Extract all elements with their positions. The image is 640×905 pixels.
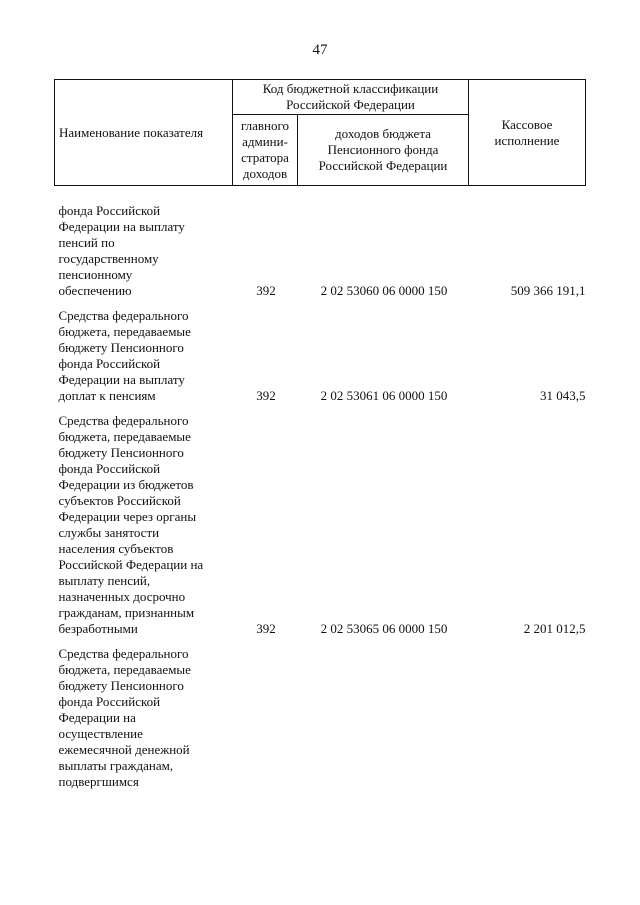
row-indicator-name: фонда Российской Федерации на выплату пенсий по государственному пенсионному обеспечению <box>58 203 185 298</box>
header-indicator-name: Наименование показателя <box>55 80 233 186</box>
header-chief-administrator: главного админи-стратора доходов <box>233 115 298 186</box>
row-revenue-code: 2 02 53060 06 0000 150 <box>320 283 448 298</box>
row-admin-code: 392 <box>256 621 276 636</box>
row-admin-code: 392 <box>256 283 276 298</box>
budget-table <box>54 79 586 794</box>
row-amount: 31 043,5 <box>540 388 586 403</box>
header-cash-execution: Кассовое исполнение <box>469 80 586 186</box>
row-admin-code: 392 <box>256 388 276 403</box>
table-row <box>55 408 586 641</box>
header-fund-revenue: доходов бюджета Пенсионного фонда Российской Федерации <box>298 115 469 186</box>
page-number: 47 <box>312 42 328 58</box>
table-body <box>55 186 586 795</box>
row-amount: 509 366 191,1 <box>510 283 586 298</box>
row-revenue-code: 2 02 53061 06 0000 150 <box>320 388 448 403</box>
row-amount <box>469 641 586 794</box>
row-indicator-name: Средства федерального бюджета, передаваемые бюджету Пенсионного фонда Российской Федерации на выплату доплат к пенсиям <box>58 308 191 403</box>
row-indicator-name: Средства федерального бюджета, передаваемые бюджету Пенсионного фонда Российской Федерации на осуществление ежемесячной денежной выплаты гражданам, подвергшимся <box>58 646 191 789</box>
row-admin-code <box>233 641 298 794</box>
row-revenue-code <box>298 641 469 794</box>
row-indicator-name: Средства федерального бюджета, передаваемые бюджету Пенсионного фонда Российской Федерации из бюджетов субъектов Российской Федерации через органы службы занятости населения субъектов Российской Федерации на выплату пенсий, назначенных досрочно гражданам, признанным безработными <box>58 413 204 636</box>
header-budget-classification-code: Код бюджетной классификации Российской Федерации <box>233 80 469 115</box>
table-row <box>55 303 586 408</box>
table-row <box>55 186 586 304</box>
row-revenue-code: 2 02 53065 06 0000 150 <box>320 621 448 636</box>
table-header <box>55 80 586 186</box>
row-amount: 2 201 012,5 <box>523 621 586 636</box>
table-row <box>55 641 586 794</box>
